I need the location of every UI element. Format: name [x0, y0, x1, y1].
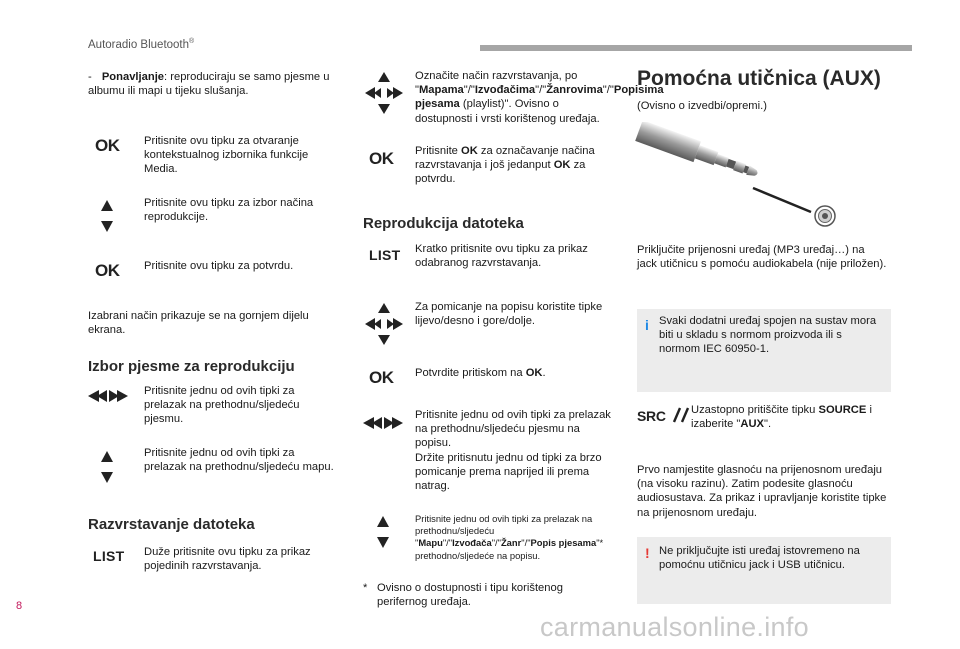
info-note-text: Svaki dodatni uređaj spojen na sustav mora biti u skladu s normom proizvoda ili s normom IEC 60950-1. — [659, 315, 877, 356]
updown-category-text: Pritisnite jednu od ovih tipki za prelazak na prethodnu/sljedeću "Mapu"/"Izvođača"/"Žanr"/"Popis pjesama"* prethodno/sljedeće na popisu. — [415, 513, 604, 561]
watermark: carmanualsonline.info — [540, 612, 809, 642]
bullet-repeat: - Ponavljanje: reproduciraju se samo pjesme u albumu ili mapi u tijeku slušanja. — [88, 71, 330, 98]
list-key-icon: LIST — [369, 247, 401, 263]
list-short-press-text: Kratko pritisnite ovu tipku za prikaz odabranog razvrstavanja. — [415, 243, 588, 270]
heading-file-playback: Reprodukcija datoteka — [363, 215, 524, 232]
lr-track-text: Pritisnite jednu od ovih tipki za prelazak na prethodnu/sljedeću pjesmu. — [144, 385, 300, 426]
mode-display-paragraph: Izabrani način prikazuje se na gornjem dijelu ekrana. — [88, 310, 309, 337]
pen-slash-icon — [670, 406, 692, 424]
warning-note — [637, 537, 891, 604]
src-label: SRC — [637, 408, 666, 424]
source-aux-text: Uzastopno pritiščite tipku SOURCE i izaberite "AUX". — [691, 404, 872, 431]
footnote-star: * — [363, 582, 368, 594]
ok-sort-text: Pritisnite OK za označavanje načina razvrstavanja i još jedanput OK za potvrdu. — [415, 145, 595, 186]
lr-list-text: Pritisnite jednu od ovih tipki za prelazak na prethodnu/sljedeću pjesmu na popisu. Držite pritisnutu jednu od tipki za brzo pomicanje prema naprijed ili prema natrag. — [415, 409, 611, 493]
list-key-icon: LIST — [93, 548, 125, 564]
updown-folder-text: Pritisnite jednu od ovih tipki za prelazak na prethodnu/sljedeću mapu. — [144, 447, 334, 474]
updown-mode-text: Pritisnite ovu tipku za izbor načina reprodukcije. — [144, 197, 314, 224]
equipment-note: (Ovisno o izvedbi/opremi.) — [637, 100, 767, 112]
src-key-icon — [637, 406, 692, 426]
ok-menu-text: Pritisnite ovu tipku za otvaranje kontekstualnog izbornika funkcije Media. — [144, 135, 309, 176]
ok-confirm-text: Pritisnite ovu tipku za potvrdu. — [144, 260, 294, 272]
ok-key-icon: OK — [95, 261, 120, 280]
sort-mode-text: Označite način razvrstavanja, po "Mapama"/"Izvođačima"/"Žanrovima"/"Popisima pjesama (playlist)". Ovisno o dostupnosti i vrsti korištenog uređaja. — [415, 70, 664, 125]
up-down-arrows-icon — [375, 515, 391, 549]
left-right-arrows-icon — [87, 389, 129, 403]
up-down-arrows-icon — [99, 199, 115, 233]
heading-sort-files: Razvrstavanje datoteka — [88, 516, 255, 533]
warning-icon: ! — [645, 545, 650, 561]
connect-paragraph: Priključite prijenosni uređaj (MP3 uređaj…) na jack utičnicu s pomoću audiokabela (nije priložen). — [637, 244, 887, 271]
info-note — [637, 309, 891, 392]
heading-aux-socket: Pomoćna utičnica (AUX) — [637, 67, 881, 90]
volume-paragraph: Prvo namjestite glasnoću na prijenosnom uređaju (na visoku razinu). Zatim podesite glasnoću audiosustava. Za prikaz i upravljanje koristite tipke na prijenosnom uređaju. — [637, 464, 887, 519]
running-header: Autoradio Bluetooth® — [88, 38, 195, 51]
jack-plug-icon — [635, 122, 845, 230]
ok-key-icon: OK — [95, 136, 120, 155]
four-way-arrows-icon — [364, 302, 404, 346]
ok-key-icon: OK — [369, 368, 394, 387]
page-number: 8 — [16, 600, 23, 612]
ok-key-icon: OK — [369, 149, 394, 168]
four-way-arrows-icon — [364, 71, 404, 115]
cross-navigation-text: Za pomicanje na popisu koristite tipke lijevo/desno i gore/dolje. — [415, 301, 603, 328]
info-icon: i — [645, 317, 649, 333]
left-right-arrows-icon — [362, 416, 404, 430]
footnote-text: Ovisno o dostupnosti i tipu korištenog perifernog uređaja. — [377, 582, 563, 609]
warning-note-text: Ne priključujte isti uređaj istovremeno na pomoćnu utičnicu jack i USB utičnicu. — [659, 545, 860, 572]
up-down-arrows-icon — [99, 450, 115, 484]
list-long-press-text: Duže pritisnite ovu tipku za prikaz pojedinih razvrstavanja. — [144, 546, 311, 573]
heading-track-select: Izbor pjesme za reprodukciju — [88, 358, 295, 375]
confirm-text: Potvrdite pritiskom na OK. — [415, 367, 546, 379]
header-bar — [480, 45, 912, 51]
